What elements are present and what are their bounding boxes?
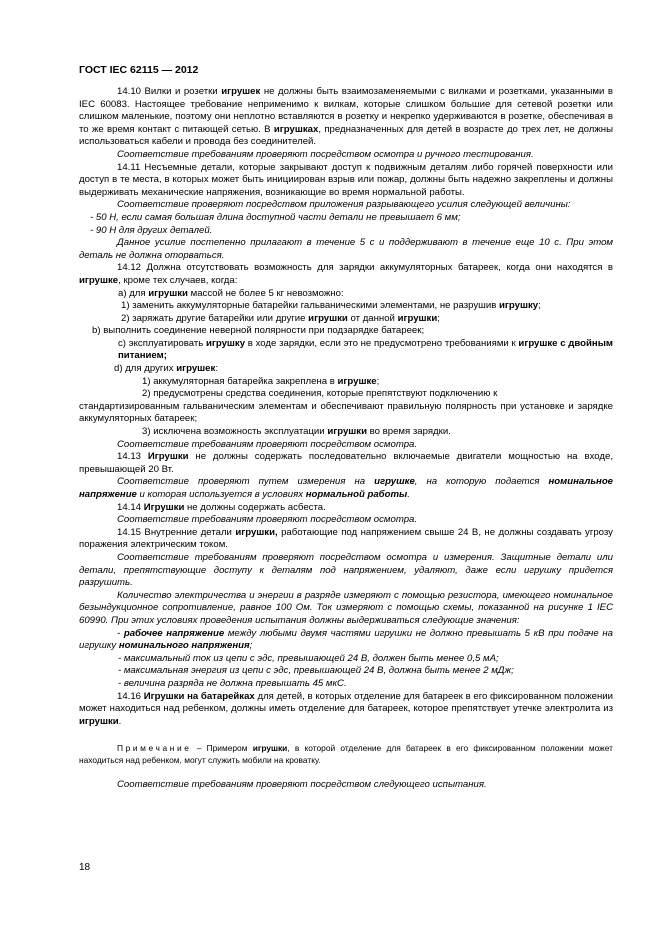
text-run: массой не более 5 кг невозможно:: [187, 287, 344, 299]
text-run: стандартизированным гальваническим элементам и обеспечивают правильную полярность при установке и зарядке аккумуляторных батареек;: [79, 400, 613, 425]
text-run: не должны содержать последовательно включаемые двигатели мощностью на входе, превышающей 20 Вт.: [79, 451, 613, 475]
paragraph: [79, 653, 613, 666]
paragraph: [79, 86, 613, 149]
text-run: ;: [376, 375, 380, 387]
bold-term: Игрушки на батарейках: [143, 690, 255, 702]
text-run: Соответствие проверяют посредством приложения разрывающего усилия следующей величины:: [117, 199, 571, 211]
paragraph: [79, 426, 613, 439]
bold-term: игрушки: [397, 312, 438, 324]
text-run: 1) аккумуляторная батарейка закреплена в: [142, 375, 338, 387]
text-run: ;: [249, 640, 253, 652]
paragraph: [79, 451, 613, 476]
paragraph: [79, 376, 613, 389]
page-number: 18: [79, 862, 91, 873]
paragraph: [79, 527, 613, 552]
bold-term: игрушках: [273, 123, 319, 135]
paragraphs: [79, 86, 613, 728]
paragraph: [79, 388, 613, 401]
text-run: - величина разряда не должна превышать 45 мкС.: [118, 677, 347, 689]
text-run: -: [117, 627, 124, 639]
paragraph: [79, 678, 613, 691]
document-body: [79, 86, 613, 792]
text-run: работающие под напряжением свыше 24 В, не должны создавать угрозу поражения электрическим током.: [79, 526, 613, 551]
text-run: b) выполнить соединение неверной полярности при подзарядке батареек;: [92, 325, 425, 337]
bold-term: игрушек: [221, 86, 261, 97]
text-run: ;: [538, 300, 541, 312]
document-header: ГОСТ IEC 62115 — 2012: [79, 64, 199, 76]
paragraph: [79, 502, 613, 515]
text-run: d) для других: [114, 363, 177, 375]
paragraph: [79, 401, 613, 426]
text-run: - максимальная энергия из цепи с эдс, превышающей 24 В, должна быть менее 2 мДж;: [118, 665, 514, 677]
text-run: 1) заменить аккумуляторные батарейки гальваническими элементами, не разрушив: [121, 300, 499, 312]
paragraph: [79, 476, 613, 501]
text-run: Соответствие проверяют путем измерения на: [117, 476, 375, 488]
text-run: , в которой отделение для батареек в его фиксированном положении может находиться над ребенком, могут служить мобили на кроватку.: [79, 743, 614, 766]
text-run: между любыми двумя частями игрушки не должно превышать 5 кВ при подаче на игрушку: [79, 627, 613, 652]
text-run: не должны быть взаимозаменяемыми с вилками и розетками, указанными в IEC 60083. Настоящее требование неприменимо к вилкам, которые слишком большие для сетевой розетки или слишком маленькие, поэтому они неплотно вставляются в розетку и некрепко удерживаются в розетке, обеспечивая в то же время контакт с питающей сетью. В: [79, 86, 613, 135]
text-run: во время зарядки.: [367, 426, 451, 438]
bold-term: игрушке: [374, 476, 415, 488]
bold-term: игрушки: [308, 312, 348, 324]
text-run: - 90 Н для других деталей.: [90, 224, 213, 236]
text-run: , на которую подается: [414, 476, 549, 488]
bold-term: нормальной работы: [305, 489, 408, 500]
text-run: 14.13: [117, 451, 148, 463]
note: [79, 742, 613, 766]
text-run: ;: [437, 312, 440, 324]
paragraph: [79, 237, 613, 262]
bold-term: игрушек: [176, 363, 216, 375]
text-run: 14.15 Внутренние детали: [117, 526, 236, 538]
note-label: Примечание: [117, 743, 192, 754]
bold-term: номинальное напряжение: [79, 476, 614, 500]
text-run: Соответствие требованиям проверяют посредством осмотра и ручного тестирования.: [117, 148, 534, 160]
bold-term: игрушки: [148, 287, 188, 299]
paragraph: [79, 590, 613, 628]
text-run: Соответствие требованиям проверяют посредством осмотра.: [117, 438, 418, 450]
bold-term: Игрушки: [143, 501, 185, 513]
text-run: для детей, в которых отделение для батареек в его фиксированном положении может находиться над ребенком, должны иметь отделение для батареек, которое препятствует утечке электролита из: [79, 690, 613, 715]
bold-term: игрушку: [498, 300, 539, 312]
paragraph: [79, 199, 613, 212]
text-run: , кроме тех случаев, когда:: [118, 274, 238, 286]
paragraph: [79, 691, 613, 729]
text-run: не должны содержать асбеста.: [184, 501, 326, 513]
text-run: 3) исключена возможность эксплуатации: [142, 426, 328, 438]
paragraph: [79, 338, 613, 363]
text-run: 14.12 Должна отсутствовать возможность для зарядки аккумуляторных батареек, когда они находятся в: [117, 262, 613, 274]
text-run: c) эксплуатировать: [118, 337, 206, 349]
paragraph: [79, 628, 613, 653]
text-run: 2) заряжать другие батарейки или другие: [121, 312, 309, 324]
paragraph: [79, 149, 613, 162]
text-run: 2) предусмотрены средства соединения, которые препятствуют подключению к: [142, 388, 498, 400]
final-paragraph: Соответствие требованиям проверяют посредством следующего испытания.: [117, 779, 487, 791]
text-run: - максимальный ток из цепи с эдс, превышающей 24 В, должен быть менее 0,5 мА;: [118, 652, 499, 664]
bold-term: игрушки,: [235, 526, 278, 538]
text-run: 14.11 Несъемные детали, которые закрывают доступ к подвижным деталям либо горячей поверхности или доступ в те места, в которых может быть инициирован взрыв или пожар, должны быть надежно закреплены и должны выдерживать механические напряжения, возникающие во время нормальной работы.: [79, 161, 613, 198]
text-run: Количество электричества и энергии в разряде измеряют с помощью резистора, имеющего номинальное безындукционное сопротивление, равное 100 Ом. Ток измеряют с помощью схемы, показанной на рисунке 1 IEC 60990. При этих условиях проведения испытания должны выдерживаться следующие значения:: [79, 589, 613, 626]
paragraph: [79, 288, 613, 301]
text-run: Соответствие требованиям проверяют посредством осмотра и измерения. Защитные детали или детали, препятствующие доступу к деталям под напряжением, удаляют, даже если игрушку придется разрушить.: [79, 551, 613, 589]
text-run: Данное усилие постепенно прилагают в течение 5 с и поддерживают в течение еще 10 с. При этом деталь не должна оторваться.: [79, 237, 613, 261]
text-run: Соответствие требованиям проверяют посредством осмотра.: [117, 514, 418, 526]
text-run: .: [118, 715, 122, 727]
bold-term: игрушки: [327, 426, 367, 438]
text-run: :: [215, 363, 218, 375]
paragraph: [90, 225, 613, 238]
text-run: , предназначенных для детей в возрасте до трех лет, не должны использоваться кабели и провода без соединителей.: [79, 123, 613, 148]
text-run: от данной: [347, 312, 398, 324]
bold-term: игрушке: [337, 375, 377, 387]
paragraph: [79, 665, 613, 678]
paragraph: [79, 313, 613, 326]
text-run: a) для: [118, 287, 149, 299]
text-run: - 50 Н, если самая большая длина доступной части детали не превышает 6 мм;: [90, 211, 461, 223]
paragraph: [79, 514, 613, 527]
text-run: 14.14: [117, 501, 144, 513]
paragraph: [90, 212, 613, 225]
text-run: 14.10 Вилки и розетки: [117, 86, 222, 97]
paragraph: [79, 262, 613, 287]
bold-term: игрушки: [79, 715, 119, 727]
paragraph: [79, 552, 613, 590]
bold-term: Игрушки: [147, 451, 189, 463]
bold-term: игрушку: [205, 337, 246, 349]
bold-term: игрушке: [79, 274, 119, 286]
text-run: 14.16: [117, 690, 144, 702]
text-run: и которая используется в условиях: [136, 489, 306, 500]
paragraph: [79, 439, 613, 452]
paragraph: [79, 363, 613, 376]
paragraph: [79, 300, 613, 313]
bold-term: рабочее напряжение: [123, 627, 225, 639]
text-run: – Примером: [191, 743, 253, 754]
text-run: в ходе зарядки, если это не предусмотрено требованиями к: [245, 337, 519, 349]
bold-term: игрушке с двойным питанием;: [118, 337, 613, 362]
paragraph: [79, 162, 613, 200]
text-run: .: [407, 489, 410, 500]
bold-term: номинального напряжения: [118, 640, 250, 652]
bold-term: игрушки: [252, 743, 288, 754]
paragraph: [79, 325, 613, 338]
